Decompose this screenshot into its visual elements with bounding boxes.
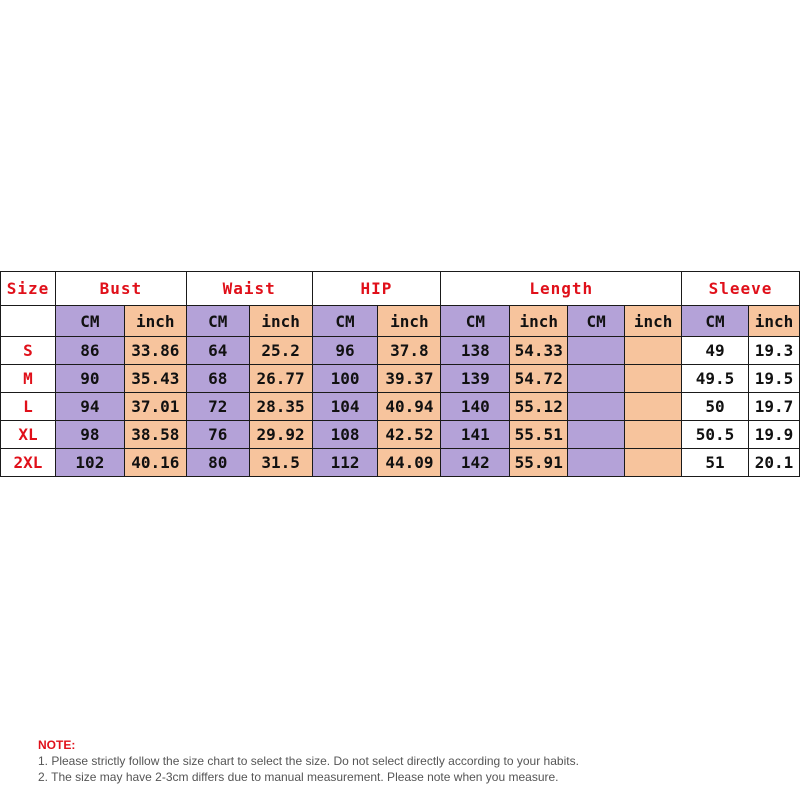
waist-inch-value: 25.2 [249,337,312,365]
waist-inch-unit: inch [249,306,312,337]
waist-cm-unit: CM [186,306,249,337]
length-cm-empty-cell [568,421,625,449]
sleeve-cm-value: 49.5 [682,365,749,393]
sleeve-inch-unit: inch [748,306,799,337]
length-inch-value: 55.51 [510,421,568,449]
hip-cm-value: 112 [312,449,378,477]
size-chart-table [0,271,800,477]
hip-cm-value: 108 [312,421,378,449]
size-label: S [1,337,56,365]
bust-cm-value: 98 [55,421,124,449]
hip-inch-value: 37.8 [378,337,441,365]
bust-inch-value: 35.43 [124,365,186,393]
waist-inch-value: 28.35 [249,393,312,421]
sleeve-inch-value: 19.9 [748,421,799,449]
measurement-header-row [1,272,800,306]
bust-inch-value: 37.01 [124,393,186,421]
length-cm-value: 139 [441,365,510,393]
hip-inch-value: 42.52 [378,421,441,449]
length-cm-value: 141 [441,421,510,449]
length-inch-empty-cell [625,365,682,393]
table-row [1,365,800,393]
sleeve-cm-value: 49 [682,337,749,365]
bust-inch-value: 33.86 [124,337,186,365]
hip-inch-value: 39.37 [378,365,441,393]
bust-cm-value: 94 [55,393,124,421]
length-header: Length [441,272,682,306]
table-row [1,449,800,477]
size-label: 2XL [1,449,56,477]
waist-cm-value: 76 [186,421,249,449]
length-inch-empty-cell [625,337,682,365]
note-title: NOTE: [38,738,76,752]
sleeve-cm-value: 50 [682,393,749,421]
length-cm-unit: CM [441,306,510,337]
note-line: 2. The size may have 2-3cm differs due to manual measurement. Please note when you measure. [38,770,559,784]
length-cm-empty-cell [568,337,625,365]
length-inch-unit: inch [510,306,568,337]
hip-cm-value: 96 [312,337,378,365]
bust-cm-value: 86 [55,337,124,365]
hip-header: HIP [312,272,441,306]
table-row [1,337,800,365]
waist-inch-value: 29.92 [249,421,312,449]
size-note [38,737,579,785]
bust-inch-value: 40.16 [124,449,186,477]
unit-header-row [1,306,800,337]
length-cm-empty-cell [568,449,625,477]
length-cm-value: 140 [441,393,510,421]
hip-cm-value: 104 [312,393,378,421]
waist-inch-value: 31.5 [249,449,312,477]
length-inch-value: 54.33 [510,337,568,365]
length-cm-value: 138 [441,337,510,365]
bust-cm-unit: CM [55,306,124,337]
note-line: 1. Please strictly follow the size chart to select the size. Do not select directly according to your habits. [38,754,579,768]
length-cm-value: 142 [441,449,510,477]
bust-cm-value: 102 [55,449,124,477]
length-cm-unit-extra: CM [568,306,625,337]
hip-inch-unit: inch [378,306,441,337]
size-label: XL [1,421,56,449]
waist-cm-value: 72 [186,393,249,421]
size-label: M [1,365,56,393]
sleeve-inch-value: 19.5 [748,365,799,393]
bust-header: Bust [55,272,186,306]
sleeve-inch-value: 20.1 [748,449,799,477]
size-label: L [1,393,56,421]
sleeve-header: Sleeve [682,272,800,306]
bust-inch-value: 38.58 [124,421,186,449]
table-row [1,393,800,421]
length-inch-empty-cell [625,449,682,477]
waist-cm-value: 68 [186,365,249,393]
waist-cm-value: 64 [186,337,249,365]
hip-cm-value: 100 [312,365,378,393]
length-inch-value: 55.12 [510,393,568,421]
size-unit-blank-cell [1,306,56,337]
hip-inch-value: 44.09 [378,449,441,477]
sleeve-cm-value: 51 [682,449,749,477]
hip-cm-unit: CM [312,306,378,337]
waist-cm-value: 80 [186,449,249,477]
bust-inch-unit: inch [124,306,186,337]
waist-inch-value: 26.77 [249,365,312,393]
length-cm-empty-cell [568,393,625,421]
length-inch-value: 54.72 [510,365,568,393]
sleeve-cm-value: 50.5 [682,421,749,449]
bust-cm-value: 90 [55,365,124,393]
sleeve-cm-unit: CM [682,306,749,337]
waist-header: Waist [186,272,312,306]
length-inch-unit-extra: inch [625,306,682,337]
sleeve-inch-value: 19.7 [748,393,799,421]
length-inch-empty-cell [625,393,682,421]
length-inch-value: 55.91 [510,449,568,477]
length-cm-empty-cell [568,365,625,393]
hip-inch-value: 40.94 [378,393,441,421]
size-header: Size [1,272,56,306]
sleeve-inch-value: 19.3 [748,337,799,365]
table-row [1,421,800,449]
length-inch-empty-cell [625,421,682,449]
